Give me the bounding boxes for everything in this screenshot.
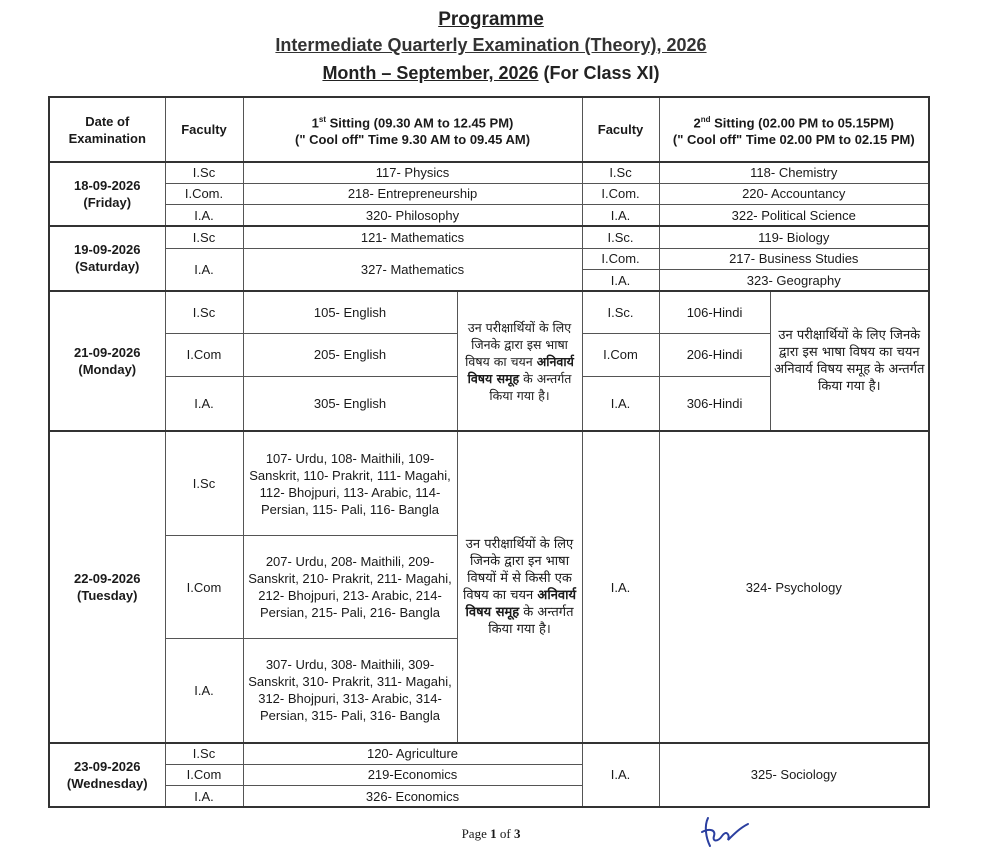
subject-cell: 118- Chemistry: [659, 162, 929, 183]
cool-off-time: (" Cool off" Time 02.00 PM to 02.15 PM): [672, 132, 915, 148]
faculty-cell: I.A.: [165, 205, 243, 226]
language-note-cell: [457, 431, 582, 743]
month-label: Month – September, 2026: [322, 63, 539, 83]
document-header: [0, 8, 982, 86]
faculty-column-header: Faculty: [582, 97, 659, 162]
table-row: [49, 226, 929, 248]
exam-day: (Monday): [78, 362, 137, 378]
faculty-cell: I.A.: [582, 743, 659, 807]
language-note-emphasis: अनिवार्य विषय समूह: [465, 588, 577, 621]
language-note: के अन्तर्गत किया गया है।: [488, 605, 574, 638]
sitting-ordinal-suffix: nd: [700, 114, 711, 124]
exam-date: 18-09-2026: [74, 177, 141, 193]
subject-cell: 326- Economics: [243, 786, 582, 807]
handwritten-signature-icon: [700, 812, 752, 852]
page-total: 3: [513, 826, 521, 841]
exam-date: 19-09-2026: [74, 242, 141, 258]
subject-cell: 327- Mathematics: [243, 248, 582, 291]
exam-schedule-table: [48, 96, 930, 808]
exam-date-cell: [49, 226, 165, 291]
faculty-cell: I.A.: [582, 270, 659, 291]
exam-date-cell: [49, 291, 165, 431]
subject-cell: 120- Agriculture: [243, 743, 582, 764]
table-row: [49, 162, 929, 183]
exam-date-cell: [49, 743, 165, 807]
language-note-cell: [457, 291, 582, 431]
language-note-emphasis: अनिवार्य विषय समूह: [467, 353, 574, 386]
faculty-cell: I.Sc.: [582, 291, 659, 334]
sitting-ordinal: 2: [693, 115, 701, 131]
faculty-cell: I.Com: [582, 334, 659, 377]
faculty-cell: I.A.: [582, 376, 659, 431]
page-footer: [0, 826, 982, 842]
sitting-ordinal: 1: [311, 115, 319, 131]
subject-cell: 306-Hindi: [659, 376, 770, 431]
language-note-cell: उन परीक्षार्थियों के लिए जिनके द्वारा इस भाषा विषय का चयन अनिवार्य विषय समूह के अन्तर्गत किया गया है।: [770, 291, 929, 431]
language-note: उन परीक्षार्थियों के लिए जिनके द्वारा इस भाषा विषय का चयन: [465, 319, 572, 369]
subject-cell: 217- Business Studies: [659, 248, 929, 269]
subject-cell: 220- Accountancy: [659, 183, 929, 204]
faculty-cell: I.Sc: [165, 291, 243, 334]
subject-cell: 219-Economics: [243, 764, 582, 785]
exam-date: 23-09-2026: [74, 758, 141, 774]
faculty-cell: I.Sc: [582, 162, 659, 183]
table-row: [49, 248, 929, 269]
language-note: के अन्तर्गत किया गया है।: [489, 370, 572, 403]
exam-day: (Saturday): [75, 259, 140, 275]
subject-cell: 106-Hindi: [659, 291, 770, 334]
page-separator: of: [496, 826, 514, 841]
faculty-cell: I.A.: [165, 248, 243, 291]
subject-cell: 218- Entrepreneurship: [243, 183, 582, 204]
sitting-ordinal-suffix: st: [318, 114, 327, 124]
sitting-title: Sitting (09.30 AM to 12.45 PM): [326, 115, 514, 131]
second-sitting-header: [659, 97, 929, 162]
class-label: (For Class XI): [538, 63, 660, 83]
subject-cell: 117- Physics: [243, 162, 582, 183]
subject-cell: 320- Philosophy: [243, 205, 582, 226]
exam-title: Intermediate Quarterly Examination (Theory), 2026: [275, 35, 707, 55]
subject-cell: 325- Sociology: [659, 743, 929, 807]
table-row: [49, 431, 929, 536]
table-row: [49, 205, 929, 226]
month-heading: [0, 60, 982, 86]
table-header-row: [49, 97, 929, 162]
subject-cell: 207- Urdu, 208- Maithili, 209- Sanskrit, 210- Prakrit, 211- Magahi, 212- Bhojpuri, 213- Arabic, 214- Persian, 215- Pali, 216- Bangla: [243, 536, 457, 639]
subject-cell: 121- Mathematics: [243, 226, 582, 248]
faculty-cell: I.Sc: [165, 162, 243, 183]
subject-cell: 324- Psychology: [659, 431, 929, 743]
language-note: उन परीक्षार्थियों के लिए जिनके द्वारा इन भाषा विषयों में से किसी एक विषय का चयन: [462, 537, 574, 604]
page-number: 1: [490, 826, 497, 841]
exam-date: 21-09-2026: [74, 345, 141, 361]
faculty-cell: I.Com: [165, 764, 243, 785]
exam-day: (Wednesday): [66, 775, 148, 791]
subject-cell: 105- English: [243, 291, 457, 334]
faculty-cell: I.Sc: [165, 226, 243, 248]
exam-day: (Friday): [83, 194, 132, 210]
faculty-cell: I.Com.: [582, 183, 659, 204]
faculty-column-header: Faculty: [165, 97, 243, 162]
subject-cell: 305- English: [243, 376, 457, 431]
table-row: [49, 291, 929, 334]
faculty-cell: I.A.: [165, 638, 243, 743]
cool-off-time: (" Cool off" Time 9.30 AM to 09.45 AM): [294, 132, 531, 148]
faculty-cell: I.Sc.: [582, 226, 659, 248]
exam-date: 22-09-2026: [74, 571, 141, 587]
subject-cell: 119- Biology: [659, 226, 929, 248]
exam-day: (Tuesday): [77, 588, 138, 604]
sitting-title: Sitting (02.00 PM to 05.15PM): [710, 115, 895, 131]
table-row: [49, 183, 929, 204]
programme-heading: Programme: [438, 9, 544, 30]
faculty-cell: I.Sc: [165, 431, 243, 536]
first-sitting-header: [243, 97, 582, 162]
faculty-cell: I.A.: [582, 431, 659, 743]
subject-cell: 206-Hindi: [659, 334, 770, 377]
exam-date-cell: [49, 162, 165, 226]
subject-cell: 307- Urdu, 308- Maithili, 309- Sanskrit, 310- Prakrit, 311- Magahi, 312- Bhojpuri, 313- Arabic, 314- Persian, 315- Pali, 316- Bangla: [243, 638, 457, 743]
exam-date-cell: [49, 431, 165, 743]
faculty-cell: I.A.: [165, 786, 243, 807]
subject-cell: 323- Geography: [659, 270, 929, 291]
page-label: Page: [461, 826, 491, 841]
faculty-cell: I.Com.: [165, 183, 243, 204]
date-column-header: Date of Examination: [49, 97, 165, 162]
faculty-cell: I.Com.: [582, 248, 659, 269]
faculty-cell: I.Com: [165, 334, 243, 377]
faculty-cell: I.A.: [582, 205, 659, 226]
subject-cell: 322- Political Science: [659, 205, 929, 226]
faculty-cell: I.Sc: [165, 743, 243, 764]
faculty-cell: I.A.: [165, 376, 243, 431]
table-row: [49, 743, 929, 764]
subject-cell: 107- Urdu, 108- Maithili, 109- Sanskrit, 110- Prakrit, 111- Magahi, 112- Bhojpuri, 113- Arabic, 114- Persian, 115- Pali, 116- Bangla: [243, 431, 457, 536]
faculty-cell: I.Com: [165, 536, 243, 639]
subject-cell: 205- English: [243, 334, 457, 377]
